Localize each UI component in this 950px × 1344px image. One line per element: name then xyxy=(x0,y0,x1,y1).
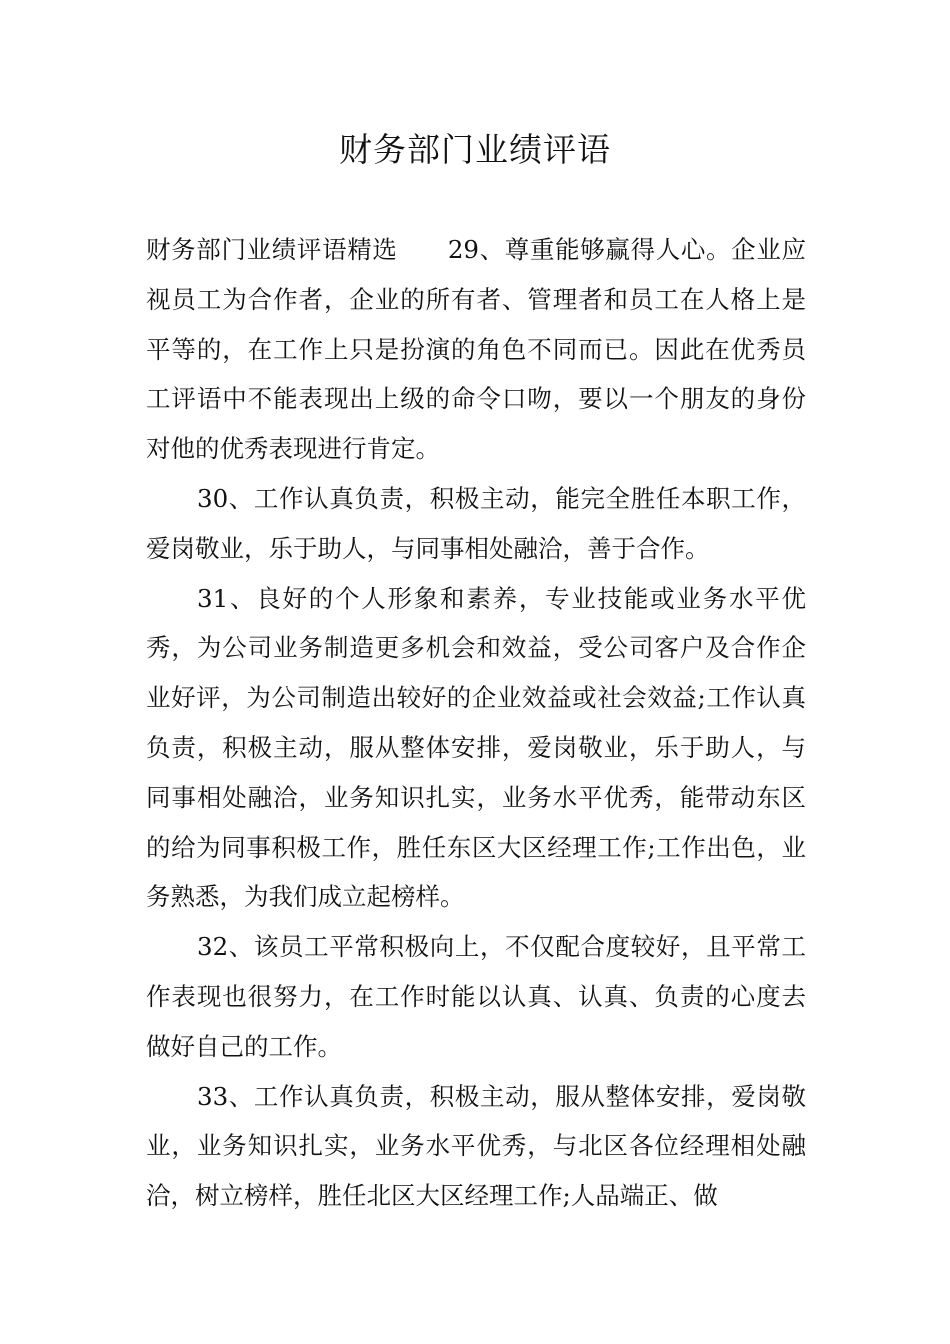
document-title: 财务部门业绩评语 xyxy=(339,130,611,169)
paragraph-33: 33、工作认真负责，积极主动，服从整体安排，爱岗敬业，业务知识扎实，业务水平优秀，与北区各位经理相处融洽，树立榜样，胜任北区大区经理工作;人品端正、做 xyxy=(146,1081,806,1211)
paragraph-31: 31、良好的个人形象和素养，专业技能或业务水平优秀，为公司业务制造更多机会和效益，受公司客户及合作企业好评，为公司制造出较好的企业效益或社会效益;工作认真负责，积极主动，服从整体安排，爱岗敬业，乐于助人，与同事相处融洽，业务知识扎实，业务水平优秀，能带动东区的给为同事积极工作，胜任东区大区经理工作;工作出色，业务熟悉，为我们成立起榜样。 xyxy=(146,583,806,912)
document-body xyxy=(146,225,806,1221)
paragraph-30: 30、工作认真负责，积极主动，能完全胜任本职工作，爱岗敬业，乐于助人，与同事相处融洽，善于合作。 xyxy=(146,483,806,563)
paragraph-32: 32、该员工平常积极向上，不仅配合度较好，且平常工作表现也很努力，在工作时能以认真、认真、负责的心度去做好自己的工作。 xyxy=(146,932,806,1061)
paragraph-intro-29: 财务部门业绩评语精选 29、尊重能够赢得人心。企业应视员工为合作者，企业的所有者、管理者和员工在人格上是平等的，在工作上只是扮演的角色不同而已。因此在优秀员工评语中不能表现出上级的命令口吻，要以一个朋友的身份对他的优秀表现进行肯定。 xyxy=(146,235,806,464)
